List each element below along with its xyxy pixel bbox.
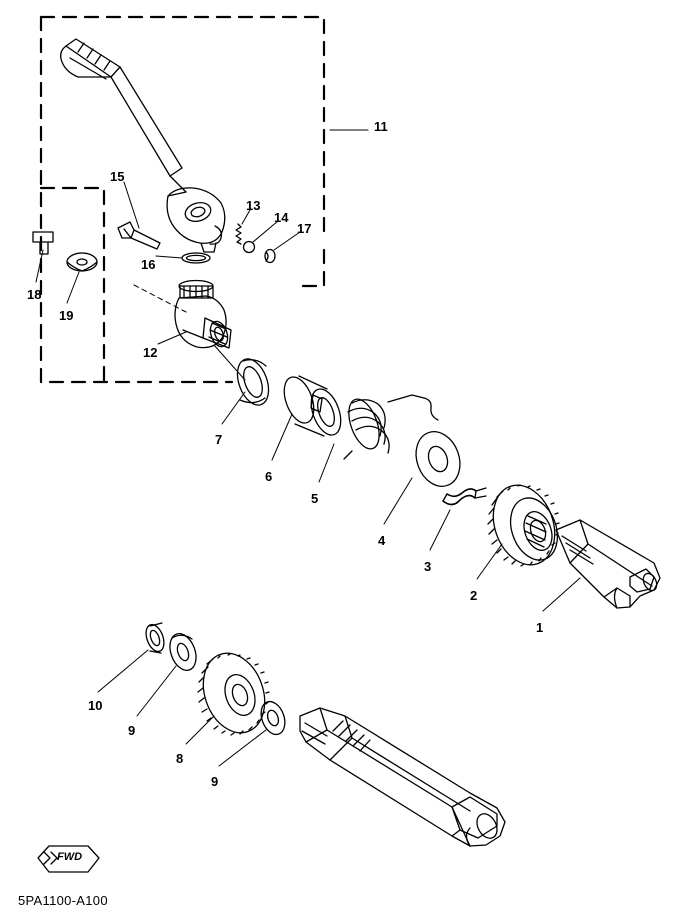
callout-8: 8 (176, 751, 184, 766)
callout-15: 15 (110, 169, 125, 184)
callout-1: 1 (536, 620, 544, 635)
washer-lower-art (257, 698, 289, 737)
callout-12: 12 (143, 345, 158, 360)
kick-lever-boss-art (175, 281, 231, 349)
callout-14: 14 (274, 210, 289, 225)
callout-19: 19 (59, 308, 74, 323)
callout-16: 16 (141, 257, 156, 272)
clip-circlip-art (443, 488, 486, 505)
callout-9-upper: 9 (128, 723, 136, 738)
callout-3: 3 (424, 559, 432, 574)
o-ring-art (182, 253, 210, 263)
callout-9-lower: 9 (211, 774, 219, 789)
callout-11: 11 (374, 119, 388, 134)
kick-starter-shaft-art (556, 520, 660, 608)
callout-7: 7 (215, 432, 223, 447)
callout-10: 10 (88, 698, 103, 713)
callout-18: 18 (27, 287, 42, 302)
return-spring-art (343, 395, 438, 459)
callout-5: 5 (311, 491, 319, 506)
callout-2: 2 (470, 588, 478, 603)
circlip-small-art (143, 622, 168, 654)
washer-upper-art (165, 630, 201, 674)
idle-gear-art (193, 645, 276, 742)
callout-13: 13 (246, 198, 261, 213)
callout-4: 4 (378, 533, 386, 548)
kick-lever-assembly-art (61, 39, 225, 252)
spring-guide-collar-art (279, 373, 347, 439)
forward-direction-label: FWD (57, 851, 83, 863)
washer-plate-art (409, 426, 468, 493)
clamp-bolt-art (118, 222, 160, 249)
detent-parts-art (236, 224, 275, 263)
part-code-label: 5PA1100-A100 (18, 893, 108, 908)
kick-starter-gear-art (483, 477, 566, 574)
drive-shaft-art (300, 708, 505, 846)
assembly-group-boundary (41, 17, 324, 382)
callout-6: 6 (265, 469, 273, 484)
callout-17: 17 (297, 221, 312, 236)
